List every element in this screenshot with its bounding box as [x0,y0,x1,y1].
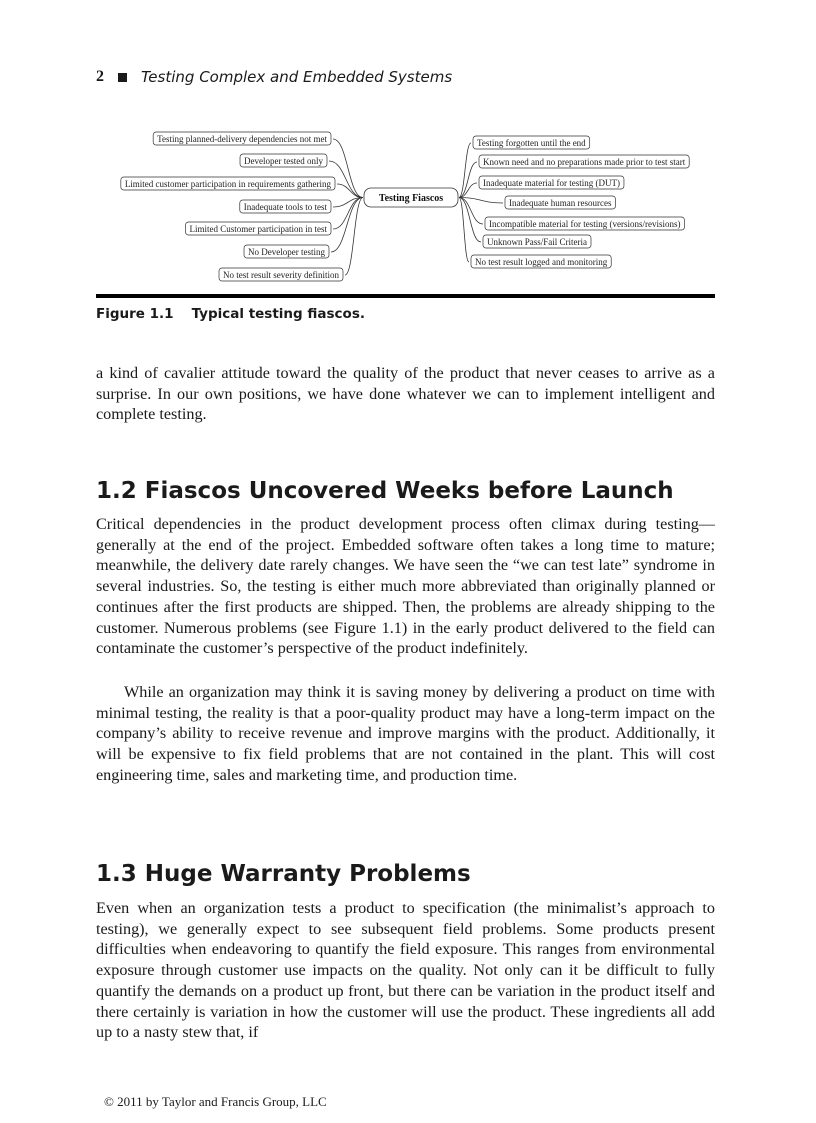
mindmap-center-label: Testing Fiascos [378,193,444,204]
caption-label: Figure 1.1 [96,306,174,322]
figure-rule [96,294,715,298]
right-connector-line [459,198,469,263]
right-node-label: Known need and no preparations made prior to test start [483,157,686,168]
copyright-footer: © 2011 by Taylor and Francis Group, LLC [104,1094,327,1109]
figure-caption [96,306,365,322]
right-node-label: Inadequate material for testing (DUT) [483,178,620,189]
left-node [240,154,327,167]
mindmap-left-branch [121,132,343,281]
left-node [240,200,331,213]
right-node [471,255,611,268]
right-node-label: No test result logged and monitoring [475,257,608,268]
right-node-label: Inadequate human resources [509,198,612,209]
right-node [483,235,591,248]
left-node [244,245,329,258]
right-node-label: Incompatible material for testing (versions/revisions) [489,219,681,230]
mindmap-center-node [364,188,458,207]
testing-fiascos-mindmap [90,128,730,288]
left-node-label: No test result severity definition [223,270,339,281]
intro-paragraph: a kind of cavalier attitude toward the quality of the product that never ceases to arrive as a surprise. In our own positions, we have done whatever we can to implement intelligent and complete testing. [96,364,715,424]
running-title: Testing Complex and Embedded Systems [141,68,453,86]
left-node [153,132,331,145]
mindmap-right-branch [471,136,689,268]
left-node-label: Testing planned-delivery dependencies not met [157,134,327,145]
left-node [121,177,335,190]
page-number: 2 [96,68,104,85]
left-node [186,222,331,235]
section-1-2-paragraph-2: While an organization may think it is saving money by delivering a product on time with minimal testing, the reality is that a poor-quality product may have a long-term impact on the company’s ability to receive revenue and improve margins with the product. Additionally, it will be expensive to fix field problems that are not contained in the plant. This will cost engineering time, sales and marketing time, and production time. [96,683,715,784]
left-connector-line [345,198,363,276]
right-connector-line [459,198,481,243]
left-node-label: Developer tested only [244,156,323,167]
right-node [479,155,689,168]
left-node-label: Inadequate tools to test [243,202,327,213]
section-1-2-paragraph-1: Critical dependencies in the product development process often climax during testing—generally at the end of the project. Embedded software often takes a long time to mature; meanwhile, the delivery date rarely changes. We have seen the “we can test late” syndrome in several industries. So, the testing is either much more abbreviated than originally planned or continues after the first products are shipped. Then, the problems are already shipping to the customer. Numerous problems (see Figure 1.1) in the early product delivered to the field can contaminate the customer’s perspective of the product indefinitely. [96,515,715,658]
left-node-label: Limited customer participation in requirements gathering [124,179,331,190]
caption-title: Typical testing fiascos. [191,306,365,322]
section-heading-1-3: 1.3 Huge Warranty Problems [96,861,471,887]
right-connector-line [459,183,477,198]
right-node [473,136,590,149]
left-node-label: No Developer testing [248,247,325,258]
running-header [96,68,452,86]
section-heading-1-2: 1.2 Fiascos Uncovered Weeks before Launch [96,478,674,504]
right-node [485,217,684,230]
section-1-3-paragraph-1: Even when an organization tests a product to specification (the minimalist’s approach to testing), we generally expect to see subsequent field problems. Some products present difficulties when endeavoring to quantify the field exposure. This ranges from environmental exposure through customer use impacts on the quality. Not only can it be difficult to fully quantify the demands on a product up front, but there can be variation in the product itself and there certainly is variation in how the customer will use the product. These ingredients all add up to a nasty stew that, if [96,899,715,1042]
right-node [505,196,615,209]
header-square-icon [118,73,127,82]
right-node-label: Testing forgotten until the end [477,138,586,149]
left-node-label: Limited Customer participation in test [189,224,327,235]
right-connector-line [459,198,503,204]
right-node-label: Unknown Pass/Fail Criteria [487,237,587,248]
right-node [479,176,624,189]
left-node [219,268,343,281]
